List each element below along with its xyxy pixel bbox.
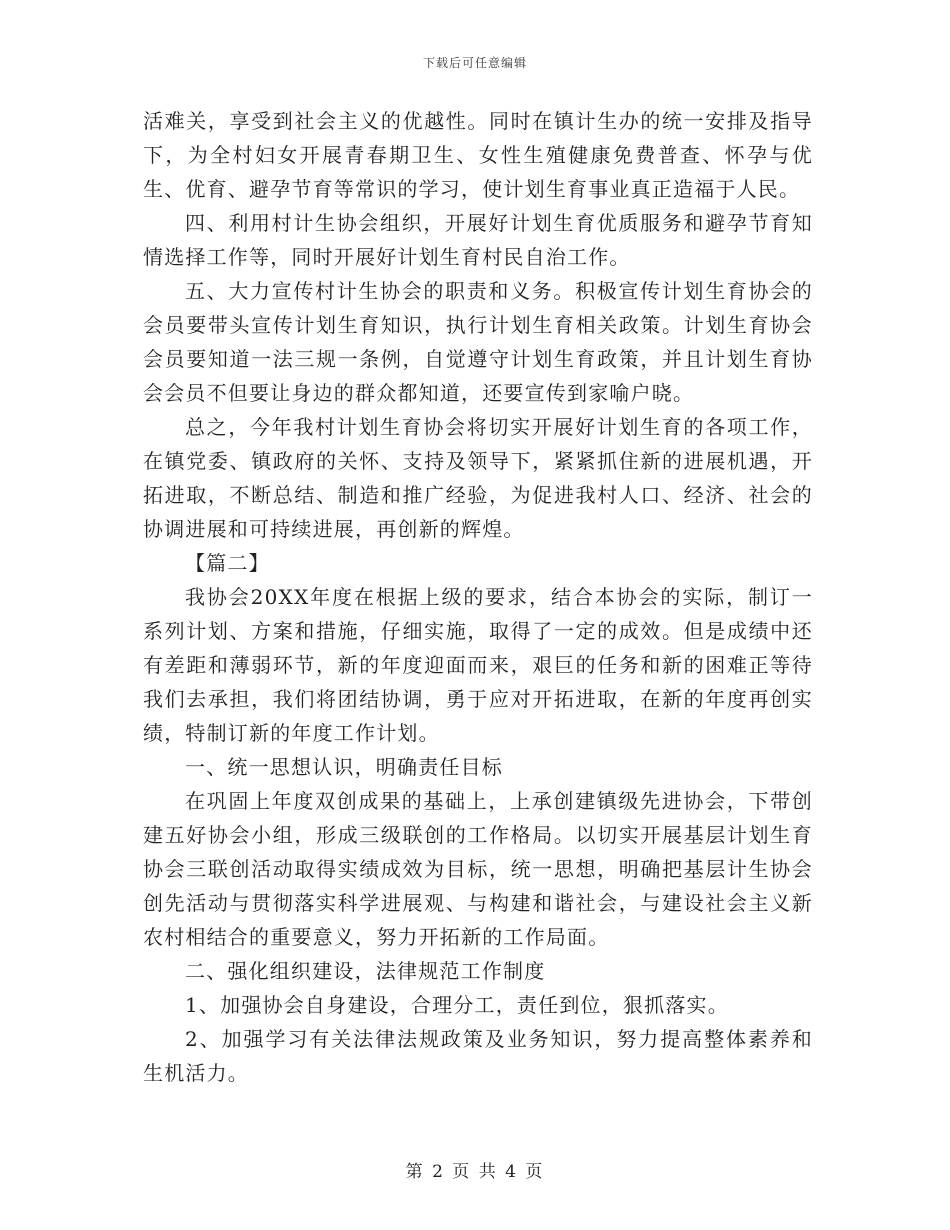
paragraph-2: 四、利用村计生协会组织，开展好计划生育优质服务和避孕节育知情选择工作等，同时开展好计划生育村民自治工作。 — [143, 211, 813, 269]
list-item-2: 2、加强学习有关法律法规政策及业务知识，努力提高整体素养和生机活力。 — [143, 1027, 813, 1085]
paragraph-5: 我协会20XX年度在根据上级的要求，结合本协会的实际，制订一系列计划、方案和措施，仔细实施，取得了一定的成效。但是成绩中还有差距和薄弱环节，新的年度迎面而来，艰巨的任务和新的困难正等待我们去承担，我们将团结协调，勇于应对开拓进取，在新的年度再创实绩，特制订新的年度工作计划。 — [143, 585, 813, 745]
page-header: 下载后可任意编辑 — [422, 56, 527, 70]
paragraph-4: 总之，今年我村计划生育协会将切实开展好计划生育的各项工作，在镇党委、镇政府的关怀、支持及领导下，紧紧抓住新的进展机遇，开拓进取，不断总结、制造和推广经验，为促进我村人口、经济、社会的协调进展和可持续进展，再创新的辉煌。 — [143, 415, 813, 541]
section-heading-part-two: 【篇二】 — [185, 551, 270, 575]
page-number: 第 2 页 共 4 页 — [405, 1162, 545, 1182]
section-heading-2: 二、强化组织建设，法律规范工作制度 — [185, 959, 546, 983]
paragraph-3: 五、大力宣传村计生协会的职责和义务。积极宣传计划生育协会的会员要带头宣传计划生育知识，执行计划生育相关政策。计划生育协会会员要知道一法三规一条例，自觉遵守计划生育政策，并且计划生育协会会员不但要让身边的群众都知道，还要宣传到家喻户晓。 — [143, 279, 813, 405]
paragraph-1: 活难关，享受到社会主义的优越性。同时在镇计生办的统一安排及指导下，为全村妇女开展青春期卫生、女性生殖健康免费普查、怀孕与优生、优育、避孕节育等常识的学习，使计划生育事业真正造福于人民。 — [143, 109, 813, 201]
list-item-1: 1、加强协会自身建设，合理分工，责任到位，狠抓落实。 — [185, 993, 729, 1017]
paragraph-6: 在巩固上年度双创成果的基础上，上承创建镇级先进协会，下带创建五好协会小组，形成三级联创的工作格局。以切实开展基层计划生育协会三联创活动取得实绩成效为目标，统一思想，明确把基层计生协会创先活动与贯彻落实科学进展观、与构建和谐社会，与建设社会主义新农村相结合的重要意义，努力开拓新的工作局面。 — [143, 789, 813, 949]
section-heading-1: 一、统一思想认识，明确责任目标 — [185, 755, 503, 779]
document-body — [143, 104, 813, 1090]
